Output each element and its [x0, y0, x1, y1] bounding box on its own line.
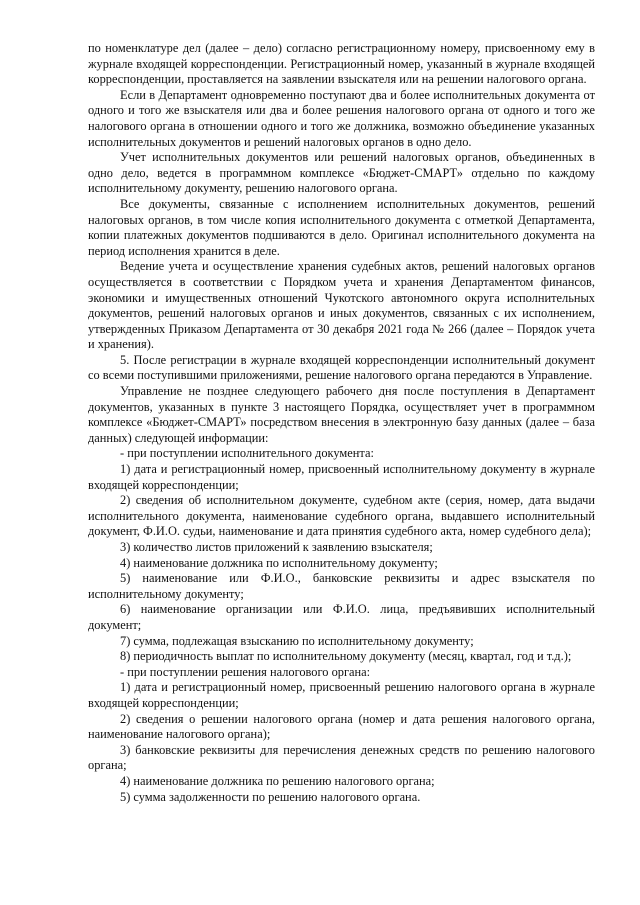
list-item: 2) сведения о решении налогового органа (номер и дата решения налогового органа, наименование налогового органа);	[88, 711, 595, 742]
paragraph: Все документы, связанные с исполнением исполнительных документов, решений налоговых органов, в том числе копия исполнительного документа с отметкой Департамента, копии платежных документов подшиваются в дело. Оригинал исполнительного документа на период исполнения хранится в деле.	[88, 196, 595, 258]
list-item: 3) банковские реквизиты для перечисления денежных средств по решению налогового органа;	[88, 742, 595, 773]
paragraph: Ведение учета и осуществление хранения судебных актов, решений налоговых органов осуществляется в соответствии с Порядком учета и хранения Департаментом финансов, экономики и имущественных отношений Чукотского автономного округа исполнительных документов, решений налоговых органов и иных документов, связанных с их исполнением, утвержденных Приказом Департамента от 30 декабря 2021 года № 266 (далее – Порядок учета и хранения).	[88, 259, 595, 352]
list-item: 7) сумма, подлежащая взысканию по исполнительному документу;	[120, 633, 474, 648]
list-item: 5) сумма задолженности по решению налогового органа.	[120, 789, 421, 804]
list-item: 2) сведения об исполнительном документе, судебном акте (серия, номер, дата выдачи исполнительного документа, наименование судебного органа, выдавшего исполнительный документ, Ф.И.О. судьи, наименование и дата принятия судебного акта, номер судебного дела);	[88, 493, 595, 539]
list-heading: - при поступлении исполнительного документа:	[120, 446, 374, 461]
paragraph: Учет исполнительных документов или решений налоговых органов, объединенных в одно дело, ведется в программном комплексе «Бюджет-СМАРТ» отдельно по каждому исполнительному документу, решению налогового органа.	[88, 150, 595, 196]
list-item: 8) периодичность выплат по исполнительному документу (месяц, квартал, год и т.д.);	[120, 649, 572, 664]
document-page	[88, 41, 595, 805]
list-heading: - при поступлении решения налогового органа:	[120, 664, 371, 679]
list-item: 6) наименование организации или Ф.И.О. лица, предъявивших исполнительный документ;	[88, 602, 595, 632]
paragraph: 5. После регистрации в журнале входящей корреспонденции исполнительный документ со всеми поступившими приложениями, решение налогового органа передаются в Управление.	[88, 352, 595, 383]
list-item: 1) дата и регистрационный номер, присвоенный исполнительному документу в журнале входящей корреспонденции;	[88, 462, 595, 492]
list-item: 4) наименование должника по решению налогового органа;	[120, 773, 435, 788]
list-item: 1) дата и регистрационный номер, присвоенный решению налогового органа в журнале входящей корреспонденции;	[88, 680, 595, 710]
list-item: 5) наименование или Ф.И.О., банковские реквизиты и адрес взыскателя по исполнительному документу;	[88, 571, 595, 601]
paragraph: по номенклатуре дел (далее – дело) согласно регистрационному номеру, присвоенному ему в журнале входящей корреспонденции. Регистрационный номер, указанный в журнале входящей корреспонденции, проставляется на заявлении взыскателя или на решении налогового органа.	[88, 41, 595, 87]
paragraph: Если в Департамент одновременно поступают два и более исполнительных документа от одного и того же взыскателя или два и более решения налогового органа от одного и того же налогового органа в отношении одного и того же должника, возможно объединение указанных исполнительных документов и решений налоговых органов в одно дело.	[88, 87, 595, 149]
list-item: 4) наименование должника по исполнительному документу;	[120, 555, 438, 570]
paragraph: Управление не позднее следующего рабочего дня после поступления в Департамент документов, указанных в пункте 3 настоящего Порядка, осуществляет учет в программном комплексе «Бюджет-СМАРТ» посредством внесения в электронную базу данных (далее – база данных) следующей информации:	[88, 384, 595, 445]
list-item: 3) количество листов приложений к заявлению взыскателя;	[120, 540, 433, 554]
